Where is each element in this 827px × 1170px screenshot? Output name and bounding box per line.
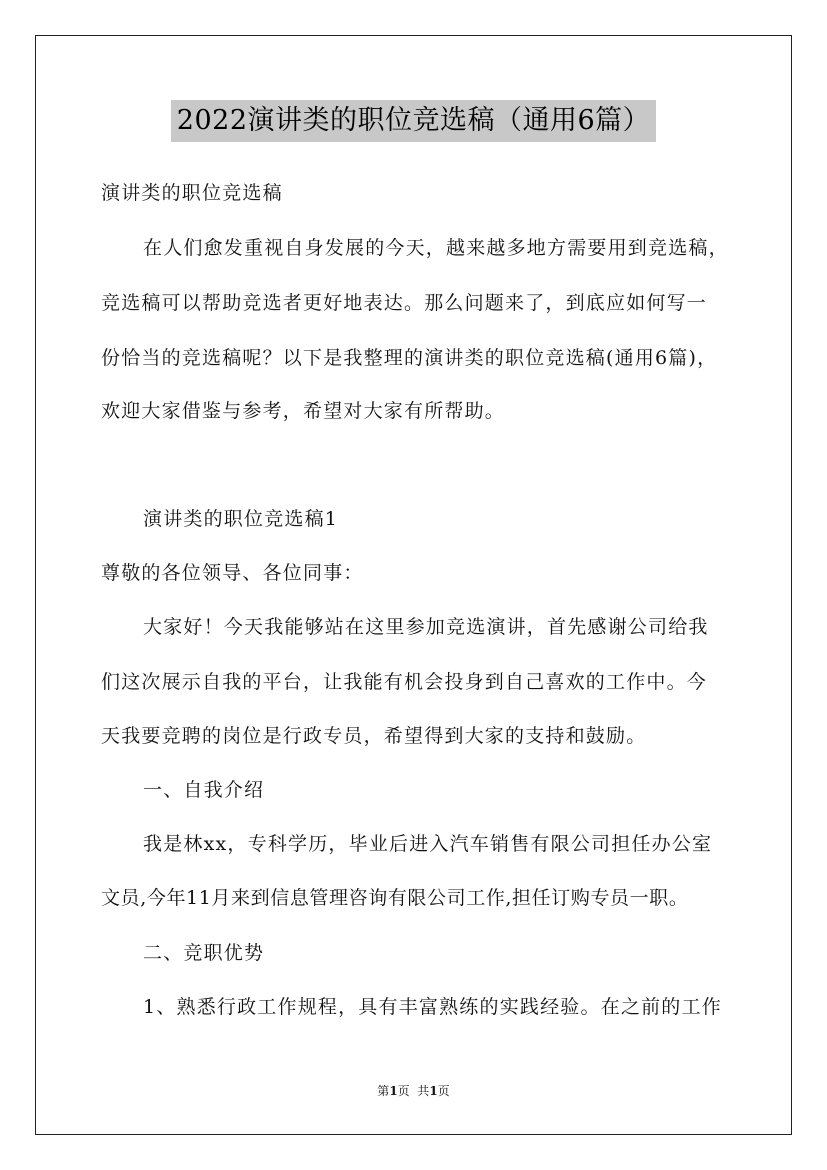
intro-line: 在人们愈发重视自身发展的今天，越来越多地方需要用到竞选稿，	[143, 237, 729, 259]
heading-advantages: 二、竞职优势	[143, 942, 265, 964]
self-intro-line: 文员,今年11月来到信息管理咨询有限公司工作,担任订购专员一职。	[101, 887, 689, 909]
intro-line: 竞选稿可以帮助竞选者更好地表达。那么问题来了，到底应如何写一	[101, 292, 708, 314]
document-title: 2022演讲类的职位竞选稿（通用6篇）	[171, 100, 656, 142]
title-container	[0, 100, 827, 142]
greeting-line: 们这次展示自我的平台，让我能有机会投身到自己喜欢的工作中。今	[101, 671, 708, 693]
section-heading: 演讲类的职位竞选稿1	[143, 508, 339, 530]
greeting-line: 天我要竞聘的岗位是行政专员，希望得到大家的支持和鼓励。	[101, 725, 647, 747]
intro-line: 欢迎大家借鉴与参考，希望对大家有所帮助。	[101, 400, 506, 422]
heading-self-intro: 一、自我介绍	[143, 779, 265, 801]
salutation: 尊敬的各位领导、各位同事：	[101, 562, 364, 584]
footer-page-current: 1	[389, 1084, 398, 1098]
page-footer	[0, 1082, 827, 1100]
document-subtitle: 演讲类的职位竞选稿	[101, 182, 283, 204]
advantage-line: 1、熟悉行政工作规程，具有丰富熟练的实践经验。在之前的工作	[143, 996, 722, 1018]
footer-page-total: 1	[429, 1084, 438, 1098]
self-intro-line: 我是林xx，专科学历，毕业后进入汽车销售有限公司担任办公室	[143, 833, 713, 855]
footer-page-mid: 页 共	[397, 1084, 430, 1098]
footer-page-prefix: 第	[377, 1084, 390, 1098]
footer-page-suffix: 页	[437, 1084, 450, 1098]
intro-line: 份恰当的竞选稿呢？以下是我整理的演讲类的职位竞选稿(通用6篇)，	[101, 347, 718, 369]
greeting-line: 大家好！今天我能够站在这里参加竞选演讲，首先感谢公司给我	[143, 616, 709, 638]
